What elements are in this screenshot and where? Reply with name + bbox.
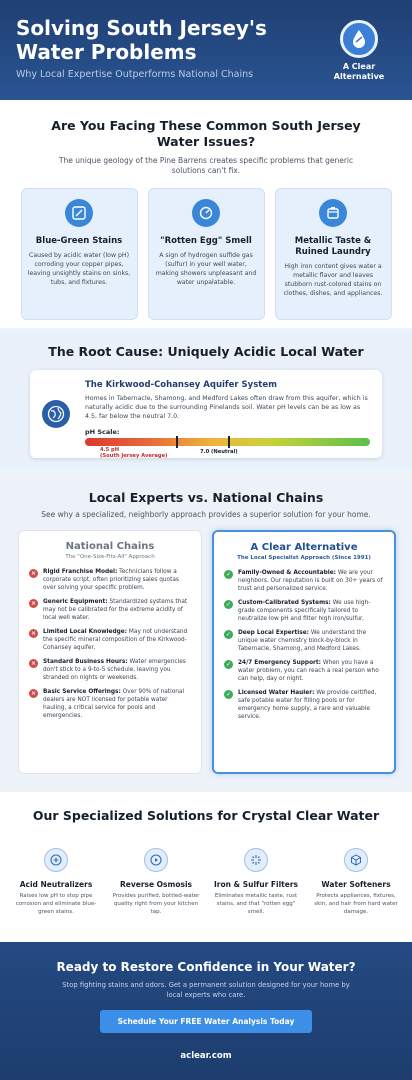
national-chains-card bbox=[18, 530, 202, 774]
solution-desc: Protects appliances, fixtures, skin, and hair from hard water damage. bbox=[314, 893, 398, 915]
issues-subtitle: The unique geology of the Pine Barrens creates specific problems that generic solutions can't fix. bbox=[58, 156, 354, 175]
ph-average-marker bbox=[176, 436, 178, 448]
plus-icon bbox=[44, 848, 68, 872]
solution-title: Reverse Osmosis bbox=[119, 880, 192, 889]
solutions-title: Our Specialized Solutions for Crystal Clear Water bbox=[32, 808, 380, 823]
cross-icon: × bbox=[30, 660, 37, 667]
solutions-section bbox=[0, 792, 412, 942]
sparkle-icon bbox=[244, 848, 268, 872]
smell-icon bbox=[192, 199, 220, 227]
solution-desc: Provides purified, bottled-water quality right from your kitchen tap. bbox=[112, 893, 200, 915]
page-subtitle: Why Local Expertise Outperforms National Chains bbox=[16, 69, 254, 80]
comparison-subtitle: See why a specialized, neighborly approach provides a superior solution for your home. bbox=[41, 510, 371, 519]
solution-item bbox=[9, 848, 103, 916]
check-icon: ✓ bbox=[225, 631, 232, 638]
ph-average-value: 4.5 pH bbox=[100, 447, 120, 453]
root-cause-title: The Root Cause: Uniquely Acidic Local Water bbox=[48, 344, 364, 359]
check-icon: ✓ bbox=[225, 571, 232, 578]
solution-title: Acid Neutralizers bbox=[19, 880, 93, 889]
cross-icon: × bbox=[30, 570, 37, 577]
ph-average-label bbox=[100, 447, 168, 459]
solution-title: Iron & Sulfur Filters bbox=[213, 880, 299, 889]
national-chains-subtitle: The "One-Size-Fits-All" Approach bbox=[65, 554, 155, 560]
ph-neutral-label: 7.0 (Neutral) bbox=[200, 449, 238, 455]
aquifer-title: The Kirkwood-Cohansey Aquifer System bbox=[85, 380, 277, 390]
issue-card-title: Blue-Green Stains bbox=[35, 236, 123, 246]
schedule-analysis-button[interactable]: Schedule Your FREE Water Analysis Today bbox=[100, 1010, 313, 1033]
solution-item bbox=[209, 848, 303, 916]
cross-icon: × bbox=[30, 690, 37, 697]
comparison-section bbox=[0, 478, 412, 790]
issue-card bbox=[21, 188, 138, 320]
header bbox=[0, 0, 412, 100]
issue-card-desc: Caused by acidic water (low pH) corroding your copper pipes, leaving unsightly stains on sinks, tubs, and fixtures. bbox=[27, 252, 131, 286]
issues-title: Are You Facing These Common South Jersey Water Issues? bbox=[51, 118, 361, 149]
check-icon: ✓ bbox=[225, 661, 232, 668]
check-icon: ✓ bbox=[225, 691, 232, 698]
water-drop-icon bbox=[340, 20, 378, 58]
ph-scale-bar bbox=[85, 438, 370, 446]
issues-section bbox=[0, 100, 412, 328]
page-title: Solving South Jersey's Water Problems bbox=[16, 16, 267, 64]
cross-icon: × bbox=[30, 600, 37, 607]
aquifer-card bbox=[30, 370, 382, 458]
cta-title: Ready to Restore Confidence in Your Water? bbox=[56, 960, 356, 974]
list-item: ✓ 24/7 Emergency Support: When you have a water problem, you can reach a real person who can help, day or night. bbox=[225, 660, 379, 682]
solution-desc: Eliminates metallic taste, rust stains, and that "rotten egg" smell. bbox=[214, 893, 298, 915]
site-link[interactable]: aclear.com bbox=[180, 1051, 232, 1061]
laundry-icon bbox=[319, 199, 347, 227]
issue-card-title: Metallic Taste & Ruined Laundry bbox=[294, 236, 372, 257]
solution-item bbox=[109, 848, 203, 916]
clear-alternative-subtitle: The Local Specialist Approach (Since 1991) bbox=[237, 555, 371, 561]
issue-card bbox=[148, 188, 265, 320]
cross-icon: × bbox=[30, 630, 37, 637]
issue-card-desc: High iron content gives water a metallic flavor and leaves stubborn rust-colored stains on clothes, dishes, and appliances. bbox=[283, 263, 383, 297]
solution-title: Water Softeners bbox=[321, 880, 391, 889]
globe-icon bbox=[42, 400, 70, 428]
check-icon: ✓ bbox=[225, 601, 232, 608]
ph-neutral-marker bbox=[228, 436, 230, 448]
play-icon bbox=[144, 848, 168, 872]
list-item: ✓ Custom-Calibrated Systems: We use high-grade components specifically tailored to neutralize low pH and filter high iron/sulfur. bbox=[225, 600, 371, 622]
root-cause-section bbox=[0, 330, 412, 470]
list-item: × Basic Service Offerings: Over 90% of national dealers are NOT licensed for potable water hauling, a critical service for pools and emergencies. bbox=[30, 689, 185, 719]
aquifer-desc: Homes in Tabernacle, Shamong, and Medford Lakes often draw from this aquifer, which is naturally acidic due to the surrounding Pinelands soil. Water pH levels can be as low as 4.5, far below the neutral 7.0. bbox=[85, 395, 368, 420]
list-item: ✓ Family-Owned & Accountable: We are your neighbors. Our reputation is built on 30+ years of trust and personalized service. bbox=[225, 570, 383, 592]
list-item: ✓ Deep Local Expertise: We understand the unique water chemistry block-by-block in Tabernacle, Shamong, and Medford Lakes. bbox=[225, 630, 367, 652]
clear-alternative-title: A Clear Alternative bbox=[250, 542, 358, 553]
issue-card-desc: A sign of hydrogen sulfide gas (sulfur) in your well water, making showers unpleasant and water unpalatable. bbox=[155, 252, 257, 286]
comparison-title: Local Experts vs. National Chains bbox=[88, 490, 324, 505]
cta-footer bbox=[0, 942, 412, 1080]
stain-icon bbox=[65, 199, 93, 227]
issue-card bbox=[275, 188, 392, 320]
brand-badge bbox=[324, 20, 394, 82]
national-chains-title: National Chains bbox=[65, 541, 155, 552]
solution-desc: Raises low pH to stop pipe corrosion and eliminate blue-green stains. bbox=[15, 893, 97, 915]
list-item: × Rigid Franchise Model: Technicians follow a corporate script, often prioritizing sales quotas over solving your specific problem. bbox=[30, 569, 179, 591]
cta-desc: Stop fighting stains and odors. Get a permanent solution designed for your home by local experts who care. bbox=[62, 981, 350, 999]
issue-card-title: "Rotten Egg" Smell bbox=[160, 236, 252, 246]
clear-alternative-card bbox=[212, 530, 396, 774]
list-item: × Standard Business Hours: Water emergencies don't stick to a 9-to-5 schedule, leaving you stranded on nights or weekends. bbox=[30, 659, 186, 681]
ph-scale-label: pH Scale: bbox=[85, 428, 120, 436]
solution-item bbox=[309, 848, 403, 916]
badge-label: A Clear Alternative bbox=[333, 62, 385, 81]
cube-icon bbox=[344, 848, 368, 872]
ph-average-caption: (South Jersey Average) bbox=[100, 453, 168, 459]
list-item: ✓ Licensed Water Hauler: We provide certified, safe potable water for filling pools or for emergency home supply, a rare and valuable service. bbox=[225, 690, 377, 720]
list-item: × Limited Local Knowledge: May not understand the specific mineral composition of the Kirkwood-Cohansey aquifer. bbox=[30, 629, 188, 651]
list-item: × Generic Equipment: Standardized systems that may not be calibrated for the extreme acidity of local well water. bbox=[30, 599, 188, 621]
